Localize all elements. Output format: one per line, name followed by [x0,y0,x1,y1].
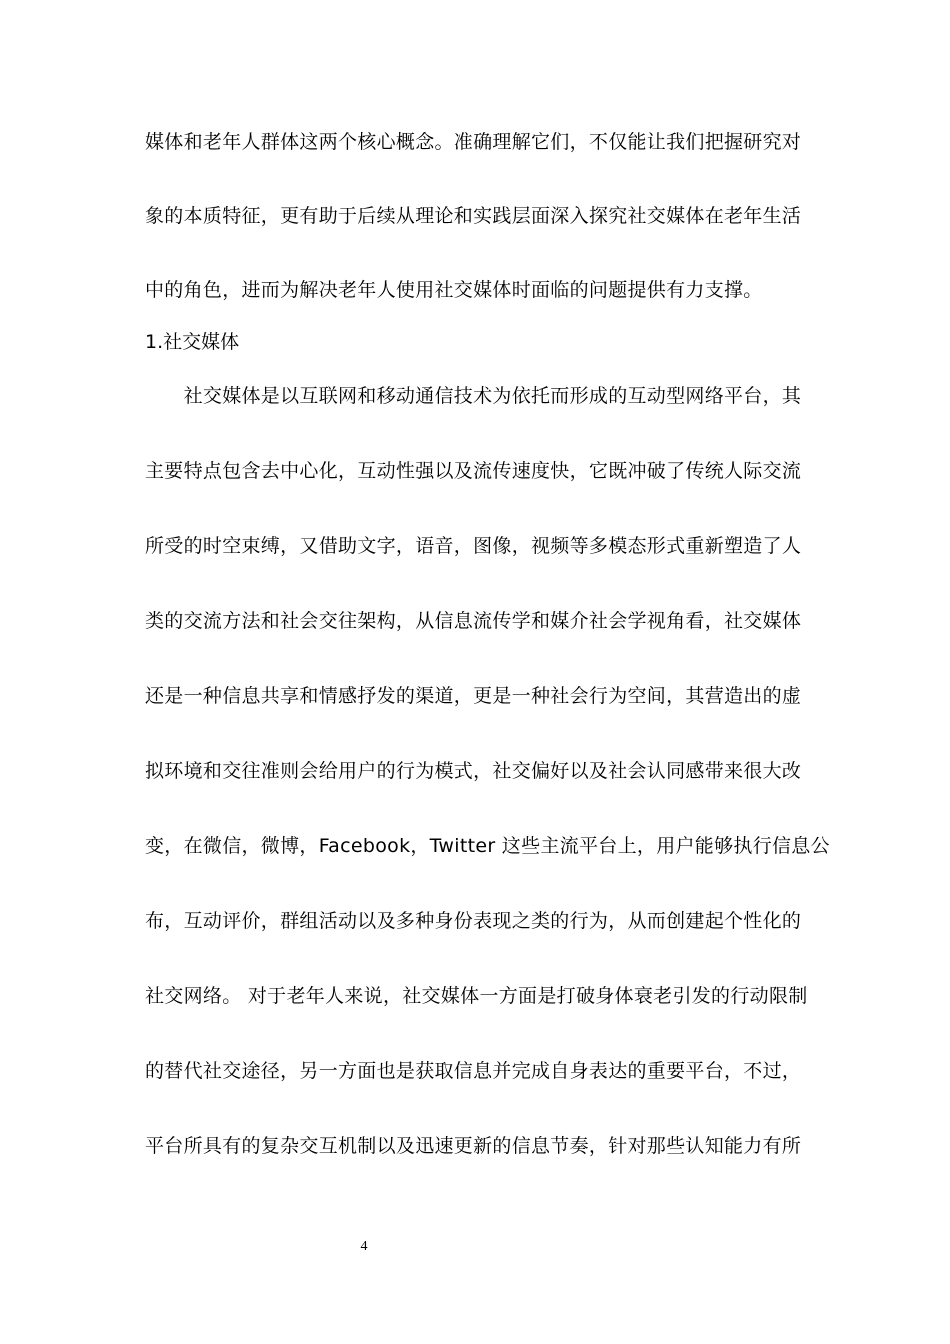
body-line-3: 所受的时空束缚，又借助文字，语音，图像，视频等多模态形式重新塑造了人 [145,535,802,557]
intro-line-1: 媒体和老年人群体这两个核心概念。准确理解它们，不仅能让我们把握研究对 [145,131,802,153]
intro-line-2: 象的本质特征，更有助于后续从理论和实践层面深入探究社交媒体在老年生活 [145,205,802,227]
body-line-1: 社交媒体是以互联网和移动通信技术为依托而形成的互动型网络平台，其 [145,385,802,407]
page-number: 4 [360,1239,368,1254]
body-line-5: 还是一种信息共享和情感抒发的渠道，更是一种社会行为空间，其营造出的虚 [145,685,802,707]
body-line-10: 的替代社交途径，另一方面也是获取信息并完成自身表达的重要平台，不过， [145,1060,802,1082]
body-line-4: 类的交流方法和社会交往架构，从信息流传学和媒介社会学视角看，社交媒体 [145,610,802,632]
body-line-8: 布，互动评价，群组活动以及多种身份表现之类的行为，从而创建起个性化的 [145,910,802,932]
intro-line-3: 中的角色，进而为解决老年人使用社交媒体时面临的问题提供有力支撑。 [145,279,763,301]
body-line-11: 平台所具有的复杂交互机制以及迅速更新的信息节奏，针对那些认知能力有所 [145,1135,802,1157]
body-line-9: 社交网络。 对于老年人来说，社交媒体一方面是打破身体衰老引发的行动限制 [145,985,808,1007]
body-line-2: 主要特点包含去中心化，互动性强以及流传速度快，它既冲破了传统人际交流 [145,460,802,482]
section-heading: 1.社交媒体 [145,331,240,353]
body-line-7: 变，在微信，微博，Facebook，Twitter 这些主流平台上，用户能够执行信息公 [145,835,830,857]
body-line-6: 拟环境和交往准则会给用户的行为模式，社交偏好以及社会认同感带来很大改 [145,760,802,782]
